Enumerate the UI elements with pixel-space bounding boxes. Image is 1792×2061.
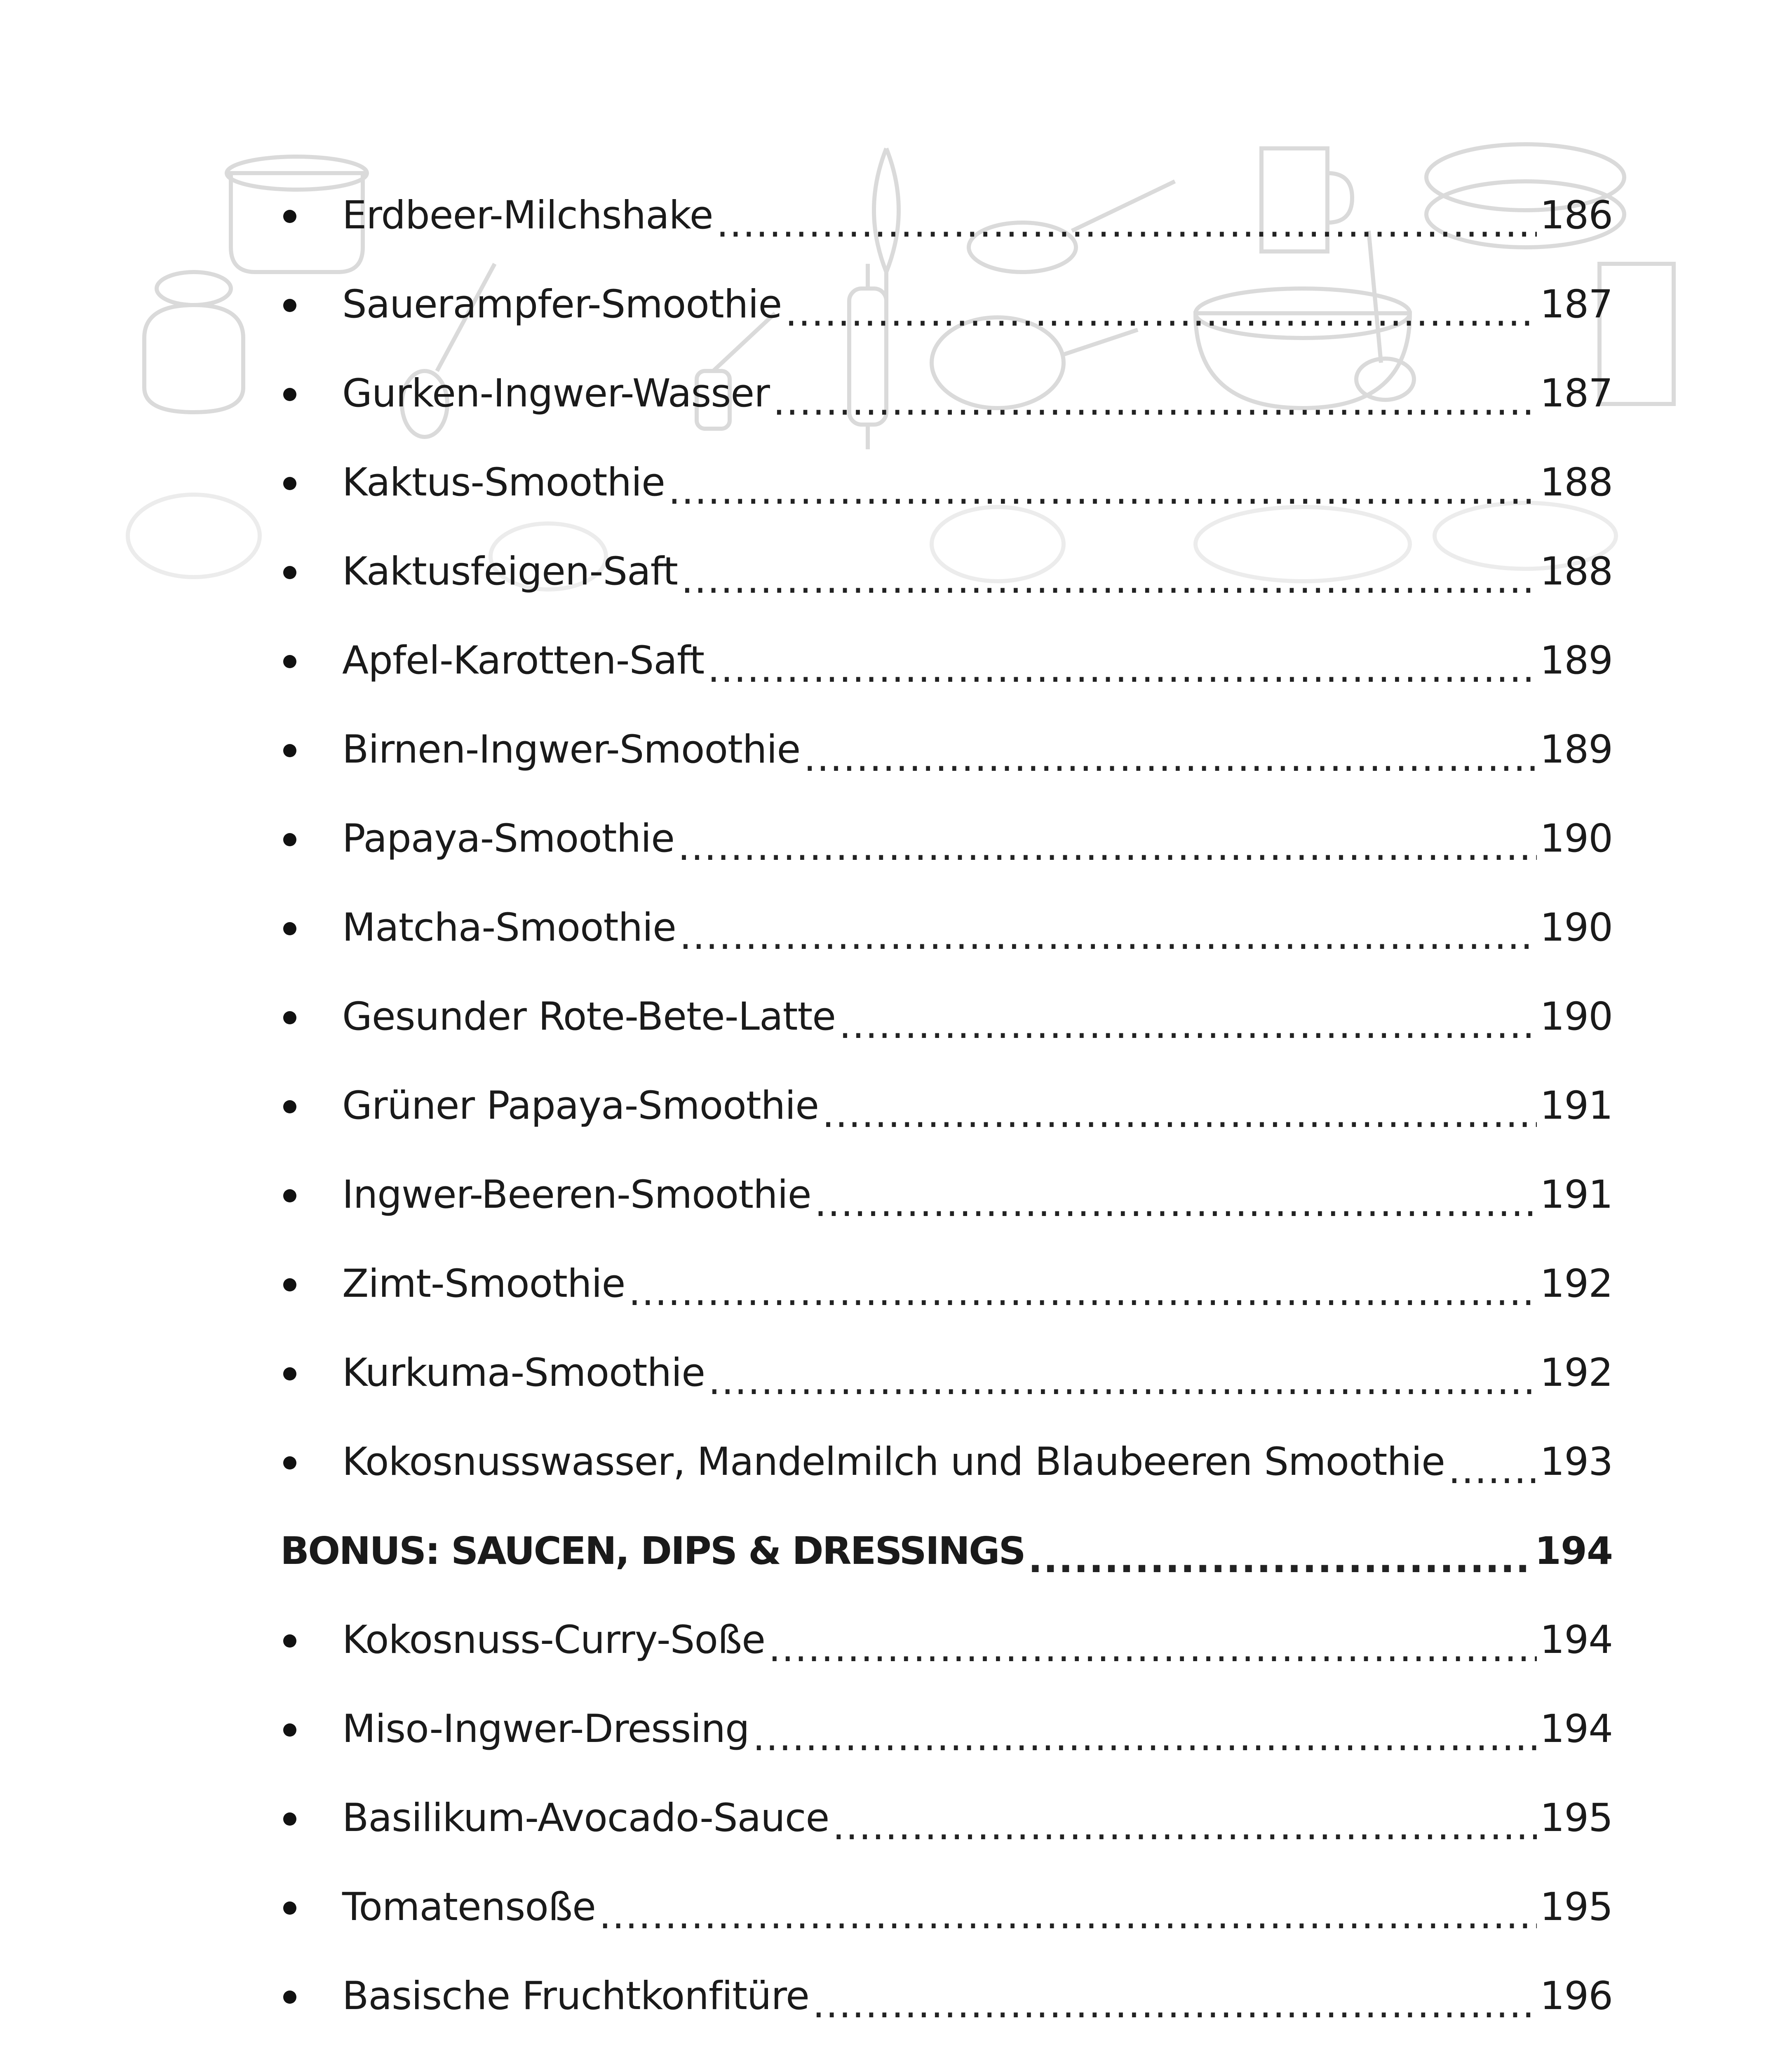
dot-leader <box>839 1006 1536 1045</box>
toc-entry-page: 194 <box>1540 1617 1613 1662</box>
toc-entry-title: Gesunder Rote-Bete-Latte <box>342 994 836 1039</box>
dot-leader <box>813 1985 1537 2024</box>
toc-entry-title: Ingwer-Beeren-Smoothie <box>342 1172 811 1217</box>
dot-leader <box>803 739 1536 777</box>
toc-entry[interactable] <box>280 1418 1613 1507</box>
toc-entry-title: Sauerampfer-Smoothie <box>342 282 782 327</box>
dot-leader <box>629 1273 1537 1312</box>
bullet-icon <box>283 1278 296 1291</box>
toc-entry-page: 191 <box>1540 1172 1613 1217</box>
toc-entry[interactable] <box>280 1952 1613 2041</box>
bullet-icon <box>283 922 296 935</box>
toc-entry[interactable] <box>280 705 1613 794</box>
toc-entry[interactable] <box>280 1774 1613 1863</box>
bullet-icon <box>283 1456 296 1469</box>
toc-entry[interactable] <box>280 1596 1613 1685</box>
bullet-icon <box>283 833 296 846</box>
toc-section-heading[interactable] <box>280 1507 1613 1596</box>
toc-entry-title: Kokosnuss-Curry-Soße <box>342 1617 766 1662</box>
toc-entry[interactable] <box>280 616 1613 705</box>
toc-entry-title: Papaya-Smoothie <box>342 816 675 861</box>
toc-entry-page: 190 <box>1540 905 1613 950</box>
dot-leader <box>1028 1540 1531 1578</box>
toc-entry-title: Zimt-Smoothie <box>342 1261 625 1306</box>
bullet-icon <box>283 1100 296 1113</box>
toc-entry[interactable] <box>280 527 1613 616</box>
toc-entry-page: 192 <box>1540 1261 1613 1306</box>
bullet-icon <box>283 744 296 757</box>
dot-leader <box>1448 1451 1537 1490</box>
dot-leader <box>785 293 1536 332</box>
bullet-icon <box>283 1189 296 1202</box>
bullet-icon <box>283 1812 296 1826</box>
dot-leader <box>832 1807 1536 1846</box>
toc-entry[interactable] <box>280 2041 1613 2061</box>
bullet-icon <box>283 655 296 668</box>
toc-entry[interactable] <box>280 1150 1613 1239</box>
toc-entry-title: Basische Fruchtkonfitüre <box>342 1974 809 2019</box>
toc-entry-title: Matcha-Smoothie <box>342 905 676 950</box>
dot-leader <box>822 1095 1536 1134</box>
toc-entry-page: 189 <box>1540 727 1613 772</box>
toc-entry-page: 189 <box>1540 638 1613 683</box>
bullet-icon <box>283 1901 296 1915</box>
bullet-icon <box>283 1011 296 1024</box>
toc-entry[interactable] <box>280 438 1613 527</box>
bullet-icon <box>283 388 296 401</box>
dot-leader <box>716 204 1537 243</box>
toc-entry-title: Gurken-Ingwer-Wasser <box>342 371 770 416</box>
bullet-icon <box>283 566 296 579</box>
toc-entry[interactable] <box>280 794 1613 883</box>
toc-entry-page: 190 <box>1540 816 1613 861</box>
toc-entry-title: Kaktusfeigen-Saft <box>342 549 678 594</box>
toc-entry-page: 194 <box>1540 1707 1613 1751</box>
dot-leader <box>753 1718 1537 1757</box>
bullet-icon <box>283 299 296 312</box>
toc-entry-title: Birnen-Ingwer-Smoothie <box>342 727 801 772</box>
toc-entry-page: 186 <box>1540 193 1613 238</box>
toc-entry[interactable] <box>280 1329 1613 1418</box>
dot-leader <box>815 1184 1537 1223</box>
bullet-icon <box>283 1634 296 1648</box>
toc-entry[interactable] <box>280 260 1613 349</box>
toc-entry-page: 187 <box>1540 282 1613 327</box>
toc-entry-page: 193 <box>1540 1439 1613 1484</box>
bullet-icon <box>283 477 296 490</box>
toc-section-title: BONUS: SAUCEN, DIPS & DRESSINGS <box>280 1529 1025 1573</box>
toc-entry-page: 195 <box>1540 1796 1613 1840</box>
toc-entry-page: 190 <box>1540 994 1613 1039</box>
dot-leader <box>678 828 1536 866</box>
toc-entry[interactable] <box>280 1863 1613 1952</box>
bullet-icon <box>283 1723 296 1737</box>
toc-entry[interactable] <box>280 972 1613 1061</box>
toc-entry-page: 191 <box>1540 1083 1613 1128</box>
toc-entry[interactable] <box>280 1061 1613 1150</box>
toc-entry[interactable] <box>280 1685 1613 1774</box>
toc-entry-page: 188 <box>1540 460 1613 505</box>
toc-entry-title: Erdbeer-Milchshake <box>342 193 713 238</box>
toc-entry-page: 195 <box>1540 1885 1613 1930</box>
toc-entry[interactable] <box>280 883 1613 972</box>
dot-leader <box>707 650 1536 688</box>
dot-leader <box>773 383 1537 421</box>
dot-leader <box>768 1629 1537 1668</box>
toc-entry[interactable] <box>280 349 1613 438</box>
toc-entry-page: 187 <box>1540 371 1613 416</box>
dot-leader <box>679 917 1537 955</box>
toc-entry-title: Miso-Ingwer-Dressing <box>342 1707 749 1751</box>
toc-section-page: 194 <box>1534 1529 1613 1573</box>
dot-leader <box>681 561 1537 599</box>
toc-entry-title: Apfel-Karotten-Saft <box>342 638 705 683</box>
toc-entry-title: Grüner Papaya-Smoothie <box>342 1083 819 1128</box>
toc-entry[interactable] <box>280 1239 1613 1329</box>
dot-leader <box>668 472 1537 510</box>
dot-leader <box>708 1362 1537 1401</box>
toc-entry-title: Tomatensoße <box>342 1885 596 1930</box>
toc-entry-title: Kaktus-Smoothie <box>342 460 665 505</box>
toc-entry[interactable] <box>280 171 1613 260</box>
bullet-icon <box>283 1367 296 1380</box>
toc-entry-title: Kokosnusswasser, Mandelmilch und Blaubeeren Smoothie <box>342 1439 1445 1484</box>
table-of-contents <box>280 171 1613 2061</box>
lidded-pot-icon <box>144 272 243 412</box>
toc-entry-page: 196 <box>1540 1974 1613 2019</box>
toc-entry-page: 188 <box>1540 549 1613 594</box>
dot-leader <box>599 1896 1537 1935</box>
toc-entry-title: Basilikum-Avocado-Sauce <box>342 1796 829 1840</box>
toc-entry-title: Kurkuma-Smoothie <box>342 1350 705 1395</box>
toc-entry-page: 192 <box>1540 1350 1613 1395</box>
bullet-icon <box>283 1991 296 2004</box>
bullet-icon <box>283 210 296 223</box>
